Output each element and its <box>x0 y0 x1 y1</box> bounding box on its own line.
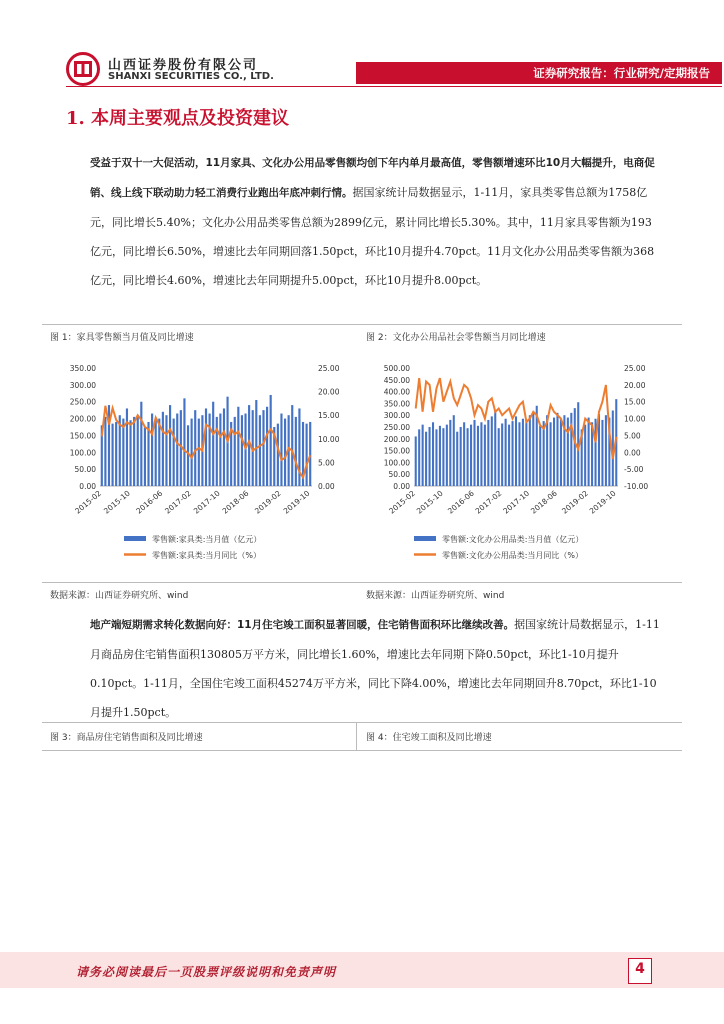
paragraph-lead: 受益于双十一大促活动，11月家具、文化办公用品零售额均创下年内单月最高值，零售额增速环比10月大幅提升，电商促销、线上线下联动助力轻工消费行业跑出年底冲刺行情。 <box>90 157 655 199</box>
legend-line-label: 零售额:家具类:当月同比（%） <box>152 551 261 560</box>
bar <box>556 413 558 486</box>
left-axis-tick: 100.00 <box>69 448 96 458</box>
bar <box>115 422 117 486</box>
bar <box>306 424 308 486</box>
bar <box>480 422 482 486</box>
x-axis-tick: 2018-06 <box>528 488 559 516</box>
bar <box>126 408 128 486</box>
report-type-banner <box>356 62 722 84</box>
bar <box>241 415 243 486</box>
bar <box>122 419 124 486</box>
figure1-caption: 图 1：家具零售额当月值及同比增速 <box>50 333 194 343</box>
bar <box>546 415 548 486</box>
figure1-source: 数据来源：山西证券研究所、wind <box>50 591 189 601</box>
x-axis-tick: 2015-02 <box>73 488 104 516</box>
right-axis-tick: 15.00 <box>318 411 340 421</box>
bar <box>550 422 552 486</box>
bar <box>432 422 434 486</box>
x-axis-tick: 2019-10 <box>281 488 312 516</box>
left-axis-tick: 500.00 <box>383 364 410 373</box>
legend-bar-swatch <box>124 536 146 541</box>
right-axis-tick: 10.00 <box>624 414 646 424</box>
figure3-top-rule <box>42 722 682 723</box>
figure-divider <box>356 722 357 750</box>
bar <box>422 425 424 486</box>
bar <box>529 415 531 486</box>
figure2-source: 数据来源：山西证券研究所、wind <box>366 591 505 601</box>
bar <box>205 408 207 486</box>
bar <box>512 421 514 486</box>
bar <box>467 428 469 486</box>
bar <box>584 425 586 486</box>
chart-furniture-retail <box>50 352 350 578</box>
x-axis-tick: 2015-02 <box>387 488 418 516</box>
right-axis-tick: 20.00 <box>318 387 340 397</box>
right-axis-tick: 5.00 <box>318 458 335 468</box>
bar <box>505 419 507 486</box>
x-axis-tick: 2015-10 <box>414 488 445 516</box>
bar <box>133 417 135 486</box>
bar <box>223 408 225 486</box>
bar <box>487 420 489 486</box>
left-axis-tick: 300.00 <box>383 411 410 421</box>
paragraph-body: 据国家统计局数据显示，1-11月商品房住宅销售面积130805万平方米，同比增长1.60%，增速比去年同期下降0.50pct，环比1-10月提升0.10pct。1-11月，全国住宅竣工面积45274万平方米，同比下降4.00%，增速比去年同期回升8.70pct，环比1-10月提升1.50pct。 <box>90 618 660 719</box>
bar <box>277 424 279 486</box>
bar <box>567 418 569 486</box>
left-axis-tick: 50.00 <box>74 465 96 475</box>
bar <box>155 420 157 486</box>
paragraph-body: 据国家统计局数据显示，1-11月，家具类零售总额为1758亿元，同比增长5.40%；文化办公用品类零售总额为2899亿元，累计同比增长5.30%。其中，11月家具零售额为193亿元，同比增长6.50%，增速比去年同期回落1.50pct，环比10月提升4.70pct。11月文化办公用品类零售额为368亿元，同比增长4.60%，增速比去年同期提升5.00pct，环比10月提升8.00pct。 <box>90 186 655 287</box>
bar <box>501 423 503 486</box>
legend-bar-label: 零售额:家具类:当月值（亿元） <box>152 535 262 544</box>
figure2-caption: 图 2：文化办公用品社会零售额当月同比增速 <box>366 333 546 343</box>
page-number-box <box>628 958 652 984</box>
figure3-bottom-rule <box>42 750 682 751</box>
x-axis-tick: 2017-10 <box>191 488 222 516</box>
bar <box>173 419 175 486</box>
bar <box>442 428 444 486</box>
bar <box>280 414 282 486</box>
bar <box>137 415 139 486</box>
bar <box>446 425 448 486</box>
x-axis-tick: 2017-02 <box>163 488 193 516</box>
figure-bottom-rule <box>42 582 682 583</box>
bar <box>470 425 472 486</box>
x-axis-tick: 2019-10 <box>587 488 618 516</box>
bar <box>435 429 437 486</box>
bar <box>425 432 427 486</box>
left-axis-tick: 400.00 <box>383 387 410 397</box>
bar <box>212 402 214 486</box>
left-axis-tick: 50.00 <box>388 470 410 480</box>
bar <box>525 420 527 486</box>
legend-bar-label: 零售额:文化办公用品类:当月值（亿元） <box>442 535 584 544</box>
bar <box>216 417 218 486</box>
right-axis-tick: 0.00 <box>318 482 335 491</box>
figure4-caption: 图 4：住宅竣工面积及同比增速 <box>366 733 492 743</box>
bar <box>508 425 510 486</box>
left-axis-tick: 150.00 <box>383 446 410 456</box>
bar <box>539 426 541 486</box>
bar <box>553 418 555 486</box>
bar <box>291 405 293 486</box>
header-divider <box>66 86 722 87</box>
bar <box>601 420 603 486</box>
figure3-caption: 图 3：商品房住宅销售面积及同比增速 <box>50 733 203 743</box>
x-axis-tick: 2015-10 <box>102 488 132 516</box>
bar <box>453 415 455 486</box>
bar <box>158 419 160 486</box>
bar <box>259 415 261 486</box>
bar <box>491 416 493 486</box>
right-axis-tick: -5.00 <box>624 465 644 475</box>
bar <box>309 422 311 486</box>
left-axis-tick: 0.00 <box>79 482 96 491</box>
bar <box>522 419 524 486</box>
bar <box>284 419 286 486</box>
x-axis-tick: 2016-06 <box>445 488 476 516</box>
bar <box>237 407 239 486</box>
left-axis-tick: 150.00 <box>69 431 96 441</box>
right-axis-tick: 15.00 <box>624 397 646 407</box>
bar <box>532 412 534 486</box>
bar <box>165 415 167 486</box>
left-axis-tick: 200.00 <box>69 414 96 424</box>
right-axis-tick: 5.00 <box>624 431 641 441</box>
bar <box>262 410 264 486</box>
section-title: 1. 本周主要观点及投资建议 <box>66 108 290 129</box>
bar <box>162 412 164 486</box>
left-axis-tick: 350.00 <box>383 399 410 409</box>
right-axis-tick: 25.00 <box>624 364 646 373</box>
figure-top-rule <box>42 324 682 325</box>
bar <box>543 421 545 486</box>
left-axis-tick: 350.00 <box>69 364 96 373</box>
legend-bar-swatch <box>414 536 436 541</box>
left-axis-tick: 250.00 <box>69 397 96 407</box>
x-axis-tick: 2017-02 <box>473 488 504 516</box>
paragraph-real-estate <box>90 610 660 727</box>
bar <box>140 402 142 486</box>
x-axis-tick: 2019-02 <box>252 488 283 516</box>
bar <box>605 415 607 486</box>
bar <box>266 407 268 486</box>
left-axis-tick: 100.00 <box>383 458 410 468</box>
bar <box>574 408 576 486</box>
left-axis-tick: 200.00 <box>383 434 410 444</box>
left-axis-tick: 250.00 <box>383 423 410 432</box>
bar <box>515 416 517 486</box>
bar <box>151 414 153 486</box>
bar <box>518 422 520 486</box>
x-axis-tick: 2019-02 <box>560 488 590 516</box>
right-axis-tick: -10.00 <box>624 482 649 491</box>
bar <box>456 432 458 486</box>
right-axis-tick: 25.00 <box>318 364 340 373</box>
left-axis-tick: 300.00 <box>69 380 96 390</box>
bar <box>176 414 178 486</box>
bar <box>183 398 185 486</box>
paragraph-furniture-retail <box>90 148 660 295</box>
bar <box>415 436 417 486</box>
bar <box>460 427 462 486</box>
bar <box>429 427 431 486</box>
bar <box>439 426 441 486</box>
bar <box>463 422 465 486</box>
bar <box>484 425 486 486</box>
bar <box>295 417 297 486</box>
bar <box>473 420 475 486</box>
left-axis-tick: 450.00 <box>383 375 410 385</box>
x-axis-tick: 2018-06 <box>220 488 251 516</box>
bar <box>234 417 236 486</box>
right-axis-tick: 10.00 <box>318 434 340 444</box>
bar <box>194 410 196 486</box>
company-logo <box>66 52 100 86</box>
bar <box>129 420 131 486</box>
right-axis-tick: 20.00 <box>624 380 646 390</box>
company-name-en: SHANXI SECURITIES CO., LTD. <box>108 71 274 82</box>
bar <box>477 426 479 486</box>
bar <box>270 395 272 486</box>
bar <box>498 428 500 486</box>
company-name-cn: 山西证券股份有限公司 <box>108 58 259 73</box>
x-axis-tick: 2016-06 <box>134 488 165 516</box>
legend-line-label: 零售额:文化办公用品类:当月同比（%） <box>442 551 583 560</box>
bar <box>169 405 171 486</box>
bar <box>198 419 200 486</box>
bar <box>494 410 496 486</box>
bar <box>560 419 562 486</box>
bar <box>111 424 113 486</box>
bar <box>418 429 420 486</box>
page-number: 4 <box>635 961 645 977</box>
paragraph-lead: 地产端短期需求转化数据向好：11月住宅竣工面积显著回暖，住宅销售面积环比继续改善。 <box>90 619 515 631</box>
left-axis-tick: 0.00 <box>393 482 410 491</box>
bar <box>144 427 146 486</box>
bar <box>209 414 211 486</box>
bar <box>449 420 451 486</box>
bar <box>191 419 193 486</box>
bar <box>255 400 257 486</box>
footer-disclaimer[interactable]: 请务必阅读最后一页股票评级说明和免责声明 <box>76 965 337 979</box>
right-axis-tick: 0.00 <box>624 448 641 458</box>
bar <box>219 414 221 486</box>
report-type: 证券研究报告：行业研究/定期报告 <box>533 66 710 80</box>
bar <box>588 418 590 486</box>
bar <box>104 417 106 486</box>
chart-office-supplies-retail <box>362 352 668 578</box>
x-axis-tick: 2017-10 <box>501 488 532 516</box>
